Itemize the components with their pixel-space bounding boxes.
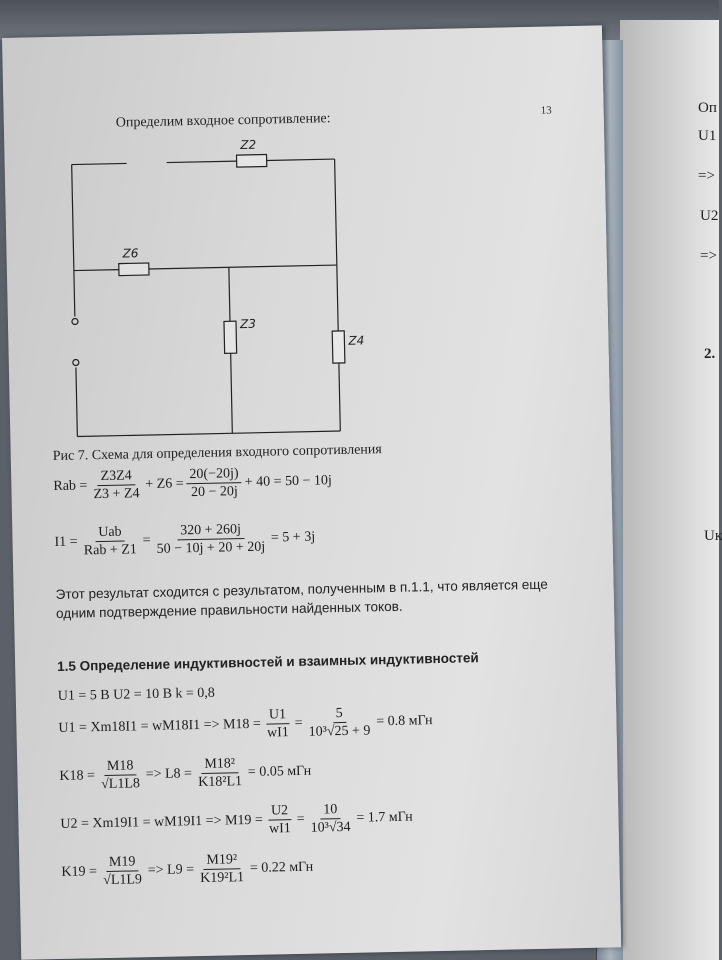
eq-fraction — [265, 802, 294, 838]
eq-mid: => L8 = — [145, 765, 193, 782]
adjacent-page-fragment: => — [700, 248, 717, 264]
eq-fraction — [186, 465, 242, 501]
eq-fraction — [100, 853, 146, 889]
eq-lhs: I1 = — [54, 534, 78, 550]
equation-k18 — [59, 754, 311, 794]
eq-numerator: M19 — [106, 853, 139, 872]
eq-mid: = — [294, 715, 303, 731]
equation-i1 — [54, 520, 315, 560]
eq-denominator: Z3 + Z4 — [93, 486, 140, 503]
equation-k19 — [61, 850, 313, 890]
eq-numerator: 10 — [320, 801, 340, 819]
eq-fraction — [98, 757, 144, 793]
eq-fraction — [153, 521, 268, 558]
section-heading: 1.5 Определение индуктивностей и взаимных индуктивностей — [57, 650, 479, 674]
eq-denominator: 50 − 10j + 20 + 20j — [156, 539, 266, 557]
adjacent-page-fragment: 2. — [704, 346, 716, 362]
terminal-a — [72, 318, 78, 324]
circuit-diagram — [54, 131, 365, 442]
adjacent-page-fragment: U1 — [698, 128, 717, 144]
eq-numerator: Z3Z4 — [97, 467, 134, 486]
adjacent-page — [620, 20, 722, 960]
equation-rab — [53, 463, 332, 504]
page-number: 13 — [540, 104, 552, 117]
conclusion-paragraph — [55, 575, 548, 623]
eq-lhs: K19 = — [61, 863, 98, 880]
resistor-z4 — [332, 331, 345, 363]
eq-denominator: K19²L1 — [200, 870, 245, 887]
eq-numerator: Uab — [95, 524, 125, 543]
adjacent-page-fragment: U2 — [700, 208, 719, 224]
eq-fraction — [195, 755, 246, 791]
equation-m18 — [58, 703, 433, 746]
label-z2: Z2 — [240, 137, 257, 153]
eq-rhs: = 1.7 мГн — [356, 809, 413, 826]
eq-denominator: Rab + Z1 — [83, 542, 137, 559]
eq-denominator: 10³√25 + 9 — [308, 723, 371, 740]
document-page — [2, 25, 621, 959]
figure-caption: Рис 7. Схема для определения входного сопротивления — [52, 442, 382, 465]
eq-numerator: 20(−20j) — [186, 465, 241, 484]
terminal-b — [73, 359, 79, 365]
eq-fraction — [305, 704, 373, 740]
eq-mid: = — [296, 811, 305, 827]
eq-denominator: √L1L8 — [101, 776, 141, 793]
eq-lhs: U1 = Xm18I1 = wM18I1 => M18 = — [58, 716, 261, 736]
eq-denominator: √L1L9 — [103, 872, 143, 889]
eq-mid: => L9 = — [147, 861, 195, 878]
adjacent-page-fragment: Оп — [698, 100, 717, 116]
eq-rhs: + 40 = 50 − 10j — [244, 472, 332, 490]
eq-numerator: U2 — [268, 802, 291, 820]
eq-fraction — [307, 801, 354, 837]
eq-denominator: wI1 — [266, 725, 289, 741]
intro-text: Определим входное сопротивление: — [115, 111, 331, 131]
label-z3: Z3 — [239, 316, 257, 332]
eq-denominator: 20 − 20j — [190, 484, 238, 501]
given-values: U1 = 5 В U2 = 10 В k = 0,8 — [57, 685, 216, 704]
label-z4: Z4 — [348, 333, 365, 348]
conclusion-line: Этот результат сходится с результатом, полученным в п.1.1, что является еще — [55, 576, 548, 602]
adjacent-page-fragment: => — [698, 168, 715, 184]
eq-numerator: U1 — [266, 706, 289, 724]
eq-rhs: = 0.22 мГн — [249, 859, 314, 876]
eq-numerator: M19² — [203, 851, 240, 870]
equation-m19 — [60, 800, 413, 842]
adjacent-page-fragment: Uк — [704, 528, 722, 544]
resistor-z2 — [237, 154, 267, 167]
eq-denominator: K18²L1 — [198, 774, 243, 791]
eq-numerator: M18 — [104, 757, 137, 776]
eq-mid: + Z6 = — [145, 475, 184, 492]
eq-fraction — [197, 851, 248, 887]
eq-fraction — [90, 467, 143, 503]
eq-rhs: = 0.05 мГн — [247, 763, 312, 780]
eq-denominator: 10³√34 — [310, 819, 351, 836]
resistor-z3 — [224, 321, 237, 353]
eq-lhs: K18 = — [59, 767, 96, 784]
eq-fraction — [263, 706, 292, 742]
eq-lhs: Rab = — [53, 477, 88, 494]
eq-lhs: U2 = Xm19I1 = wM19I1 => M19 = — [60, 812, 264, 832]
conclusion-line: одним подтверждение правильности найденных токов. — [55, 598, 403, 621]
eq-rhs: = 5 + 3j — [270, 529, 316, 545]
eq-mid: = — [142, 532, 151, 548]
eq-rhs: = 0.8 мГн — [376, 712, 433, 729]
eq-denominator: wI1 — [268, 821, 291, 837]
eq-numerator: M18² — [201, 755, 238, 774]
label-z6: Z6 — [122, 246, 139, 261]
eq-numerator: 320 + 260j — [177, 521, 244, 540]
eq-fraction — [80, 523, 140, 559]
eq-numerator: 5 — [333, 705, 346, 723]
resistor-z6 — [119, 263, 149, 276]
